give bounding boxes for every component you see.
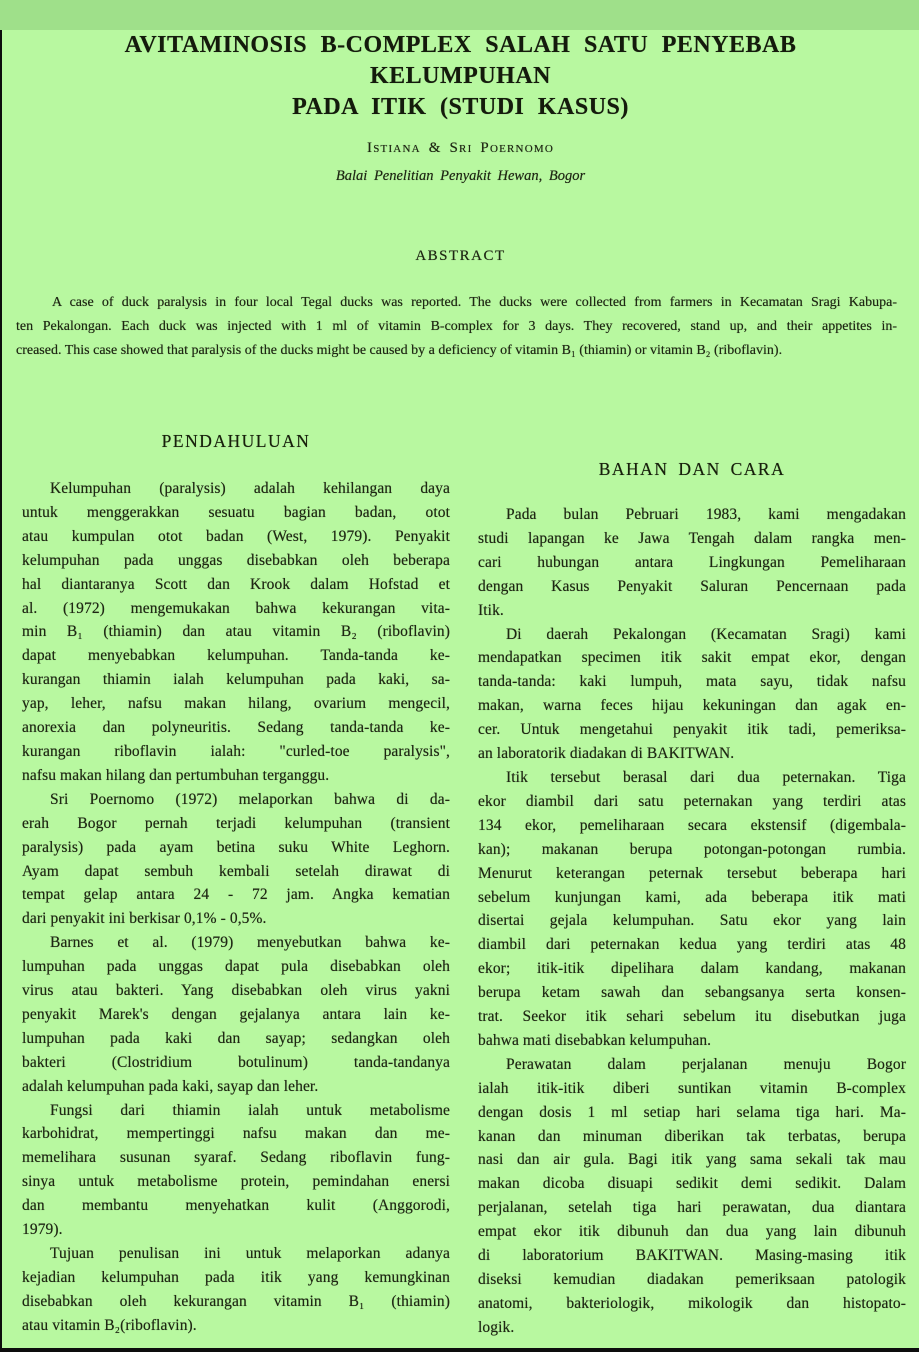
paragraph: Di daerah Pekalongan (Kecamatan Sragi) kami mendapatkan specimen itik sakit empat ekor, dengan tanda-tanda: kaki lumpuh, mata sayu, tidak nafsu makan, warna feces hijau kekuningan dan agak en- cer. Untuk mengetahui penyakit itik tadi, pemeriksa- an laboratorik diadakan di BAKITWAN. [478,625,906,763]
paragraph: Kelumpuhan (paralysis) adalah kehilangan daya untuk menggerakkan sesuatu bagian badan, otot atau kumpulan otot badan (West, 1979). Penyakit kelumpuhan pada unggas disebabkan oleh beberapa hal diantaranya Scott dan Krook dalam Hofstad et al. (1972) mengemukakan bahwa kekurangan vita- min B₁ (thiamin) dan atau vitamin B₂ (riboflavin) dapat menyebabkan kelumpuhan. Tanda-tanda ke- kurangan thiamin ialah kelumpuhan pada kaki, sa- yap, leher, nafsu makan hilang, ovarium mengecil, anorexia dan polyneuritis. Sedang tanda-tanda ke- kurangan riboflavin ialah: "curled-toe paralysis", nafsu makan hilang dan pertumbuhan terganggu. [22,480,450,784]
two-column-body [22,363,906,1340]
affiliation-line: Balai Penelitian Penyakit Hewan, Bogor [335,168,586,184]
left-column [22,363,450,1340]
paragraph: Perawatan dalam perjalanan menuju Bogor ialah itik-itik diberi suntikan vitamin B-complex dengan dosis 1 ml setiap hari selama tiga hari. Ma- kanan dan minuman diberikan tak terbatas, berupa nasi dan air gula. Bagi itik yang sama sekali tak mau makan dicoba disuapi sedikit demi sedikit. Dalam perjalanan, setelah tiga hari perawatan, dua diantara empat ekor itik dibunuh dan dua yang lain dibunuh di laboratorium BAKITWAN. Masing-masing itik diseksi kemudian diadakan pemeriksaan patologik anatomi, bakteriologik, mikologik dan histopato- logik. [478,1055,906,1336]
abstract-heading: ABSTRACT [415,248,506,264]
paper-title: AVITAMINOSIS B-COMPLEX SALAH SATU PENYEBAB KELUMPUHAN PADA ITIK (STUDI KASUS) [124,32,797,120]
section-heading-bahan-dan-cara: BAHAN DAN CARA [598,459,786,479]
paragraph: Fungsi dari thiamin ialah untuk metabolisme karbohidrat, mempertinggi nafsu makan dan me- memelihara susunan syaraf. Sedang riboflavin fung- sinya untuk metabolisme protein, pemindahan enersi dan membantu menyehatkan kulit (Anggorodi, 1979). [22,1101,450,1239]
paragraph: Barnes et al. (1979) menyebutkan bahwa ke- lumpuhan pada unggas dapat pula disebabkan oleh virus atau bakteri. Yang disebabkan oleh virus yakni penyakit Marek's dengan gejalanya antara lain ke- lumpuhan pada kaki dan sayap; sedangkan oleh bakteri (Clostridium botulinum) tanda-tandanya adalah kelumpuhan pada kaki, sayap dan leher. [22,934,450,1095]
paragraph: Sri Poernomo (1972) melaporkan bahwa di da- erah Bogor pernah terjadi kelumpuhan (transient paralysis) pada ayam betina suku White Leghorn. Ayam dapat sembuh kembali setelah dirawat di tempat gelap antara 24 - 72 jam. Angka kematian dari penyakit ini berkisar 0,1% - 0,5%. [22,790,450,928]
paragraph: Tujuan penulisan ini untuk melaporkan adanya kejadian kelumpuhan pada itik yang kemungkinan disebabkan oleh kekurangan vitamin B₁ (thiamin) atau vitamin B₂(riboflavin). [22,1245,450,1334]
abstract-text: A case of duck paralysis in four local Tegal ducks was reported. The ducks were collected from farmers in Kecamatan Sragi Kabupa- ten Pekalongan. Each duck was injected with 1 ml of vitamin B-complex for 3 days. They recovered, stand up, and their appetites in- creased. This case showed that paralysis of the ducks might be caused by a deficiency of vitamin B₁ (thiamin) or vitamin B₂ (riboflavin). [16,295,897,358]
paragraph: Pada bulan Pebruari 1983, kami mengadakan studi lapangan ke Jawa Tengah dalam rangka men- cari hubungan antara Lingkungan Pemeliharaan dengan Kasus Penyakit Saluran Pencernaan pada Itik. [478,506,906,619]
scanned-paper-page [0,30,919,1352]
right-column [478,363,906,1340]
section-heading-pendahuluan: PENDAHULUAN [161,431,311,451]
authors-line: Istiana & Sri Poernomo [367,140,554,156]
paragraph: Itik tersebut berasal dari dua peternakan. Tiga ekor diambil dari satu peternakan yang terdiri atas 134 ekor, pemeliharaan secara ekstensif (digembala- kan); makanan berupa potongan-potongan rumbia. Menurut keterangan peternak tersebut beberapa hari sebelum kunjungan kami, ada beberapa itik mati disertai gejala kelumpuhan. Satu ekor yang lain diambil dari peternakan kedua yang terdiri atas 48 ekor; itik-itik dipelihara dalam kandang, makanan berupa ketam sawah dan sebangsanya serta konsen- trat. Seekor itik sehari sebelum itu disebutkan juga bahwa mati disebabkan kelumpuhan. [478,768,906,1049]
